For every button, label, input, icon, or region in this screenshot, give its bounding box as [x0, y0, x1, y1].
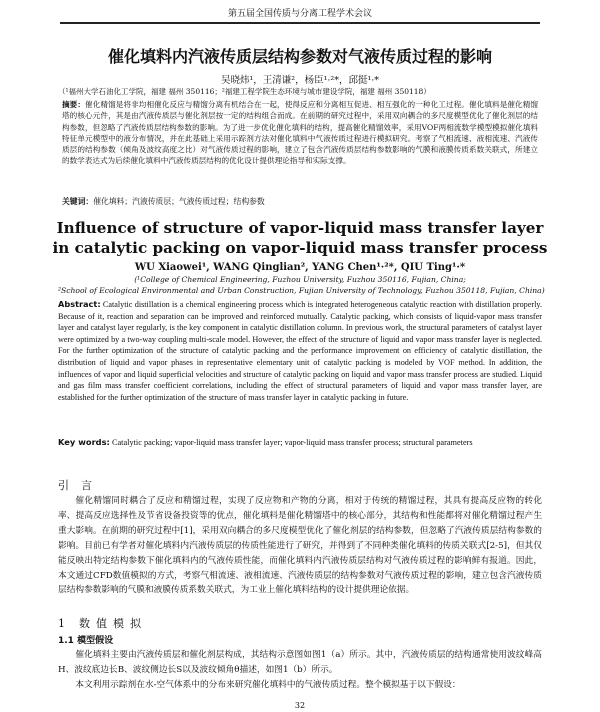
chinese-authors: 吴晓炜¹，王清谦²，杨臣¹·²*，邱挺¹·*	[220, 75, 380, 86]
english-affiliation-2: ²School of Ecological Environmental and Urban Construction, Fujian University of Technology, Fuzhou 350118, Fujian, China)	[58, 286, 545, 295]
subsection-heading-1-1: 1.1 模型假设	[58, 636, 114, 646]
chinese-keywords-text: 催化填料；汽液传质层；气液传质过程；结构参数	[93, 197, 265, 206]
english-affiliation-1: (¹College of Chemical Engineering, Fuzhou University, Fuzhou 350116, Fujian, China;	[134, 275, 466, 284]
chinese-title: 催化填料内汽液传质层结构参数对气液传质过程的影响	[107, 47, 492, 66]
section-1-title: 数值模拟	[79, 617, 147, 630]
chinese-abstract-text: 催化精馏是将非均相催化反应与精馏分离有机结合在一起，使得反应和分离相互促进、相互强化的一种化工过程。催化填料是催化精馏塔的核心元件，其是由汽液传质层与催化剂层按一定的结构组合而成。在前期的研究过程中，采用双向耦合的多尺度模型优化了催化剂层的结构参数，但忽略了汽液传质层结构参数的影响。为了进一步优化催化填料的结构，提高催化精馏效率，采用VOF两相流数学模型模拟催化填料特征单元模型中的液分布情况，并在此基础上采用示踪剂方法对催化填料中气液传质过程进行模拟研究。考察了气相流速、液相流速、汽液传质层的结构参数（倾角及波纹高度之比）对气液传质过程的影响，建立了包含汽液传质层结构参数影响的气膜和液膜传质系数关联式，所建立的数学表达式为后续催化填料中汽液传质层结构的优化设计提供理论指导和实际支撑。	[62, 100, 539, 166]
english-keywords	[58, 437, 542, 449]
english-authors: WU Xiaowei¹, WANG Qinglian², YANG Chen¹·²*, QIU Ting¹·*	[134, 262, 466, 273]
chinese-keywords	[62, 196, 538, 207]
english-keywords-text: Catalytic packing; vapor-liquid mass transfer layer; vapor-liquid mass transfer process; structural parameters	[111, 438, 473, 447]
page-number: 32	[294, 701, 306, 710]
english-abstract-label: Abstract:	[58, 299, 101, 309]
chinese-affiliation: （¹福州大学石油化工学院，福建 福州 350116；²福建工程学院生态环境与城市建设学院，福建 福州 350118）	[58, 87, 431, 96]
chinese-keywords-label: 关键词：	[62, 197, 94, 206]
header-rule	[60, 23, 540, 24]
english-title: Influence of structure of vapor-liquid mass transfer layer in catalytic packing on vapor-liquid mass transfer process	[52, 219, 548, 257]
introduction-body	[58, 494, 542, 598]
section-heading-1	[58, 615, 147, 631]
running-header: 第五届全国传质与分离工程学术会议	[60, 6, 540, 23]
model-assumption-body	[58, 648, 542, 693]
model-paragraph-1: 催化填料主要由汽液传质层和催化剂层构成，其结构示意图如图1（a）所示。其中，汽液传质层的结构通常使用波纹峰高H、波纹底边长B、波纹侧边长S以及波纹倾角θ描述，如图1（b）所示。	[58, 650, 542, 675]
english-abstract	[58, 299, 542, 403]
section-1-number: 1	[58, 617, 65, 630]
english-abstract-text: Catalytic distillation is a chemical engineering process which is integrated heterogeneous catalytic reaction with distillation properly. Because of it, reaction and separation can be improved and reinforced mutually. Catalytic packing, which consists of liquid-vapor mass transfer layer and catalyst layer regularly, is the key component in catalytic distillation column. In previous work, the structural parameters of catalyst layer were optimized by a two-way coupling multi-scale model. However, the effect of the structure of liquid and vapor mass transfer layer is neglected. For the further optimization of the structure of catalytic packing and the performance improvement on efficiency of catalytic distillation, the distribution of liquid and vapor phases in representative elementary unit of catalytic packing is modeled by VOF method. In addition, the influences of vapor and liquid superficial velocities and structure of catalytic packing on liquid and vapor mass transfer process are studied. Liquid and gas film mass transfer coefficient correlations, including the effect of structural parameters of liquid and vapor mass transfer layer, are established for the further optimization of the structure of mass transfer layer in catalytic packing in future.	[58, 300, 543, 402]
section-heading-introduction: 引言	[58, 479, 104, 492]
english-keywords-label: Key words:	[58, 437, 110, 447]
model-paragraph-2: 本文利用示踪剂在水-空气体系中的分布来研究催化填料中的气液传质过程。整个模拟基于以下假设：	[75, 679, 461, 690]
chinese-abstract	[62, 99, 538, 167]
introduction-paragraph: 催化精馏同时耦合了反应和精馏过程，实现了反应物和产物的分离，相对于传统的精馏过程，其具有提高反应物的转化率、提高反应选择性及节省设备投资等的优点，催化填料是催化精馏塔中的核心部分，其结构和性能都将对催化精馏过程产生重大影响。在前期的研究过程中[1]，采用双向耦合的多尺度模型优化了催化剂层的结构参数，但忽略了汽液传质层结构参数的影响。目前已有学者对催化填料内汽液传质层的传质性能进行了研究，并得到了不同种类催化填料的传质关联式[2-5]，但其仅能反映出特定结构参数下催化填料内的气液传质性能，而催化填料内汽液传质层结构对气液传质过程的影响鲜有报道。因此，本文通过CFD数值模拟的方式，考察气相流速、液相流速、汽液传质层的结构参数对气液传质过程的影响，建立包含汽液传质层结构参数影响的气膜和液膜传质系数关联式，为工业上催化填料结构的设计提供理论依据。	[58, 496, 542, 596]
chinese-abstract-label: 摘要：	[62, 100, 86, 109]
